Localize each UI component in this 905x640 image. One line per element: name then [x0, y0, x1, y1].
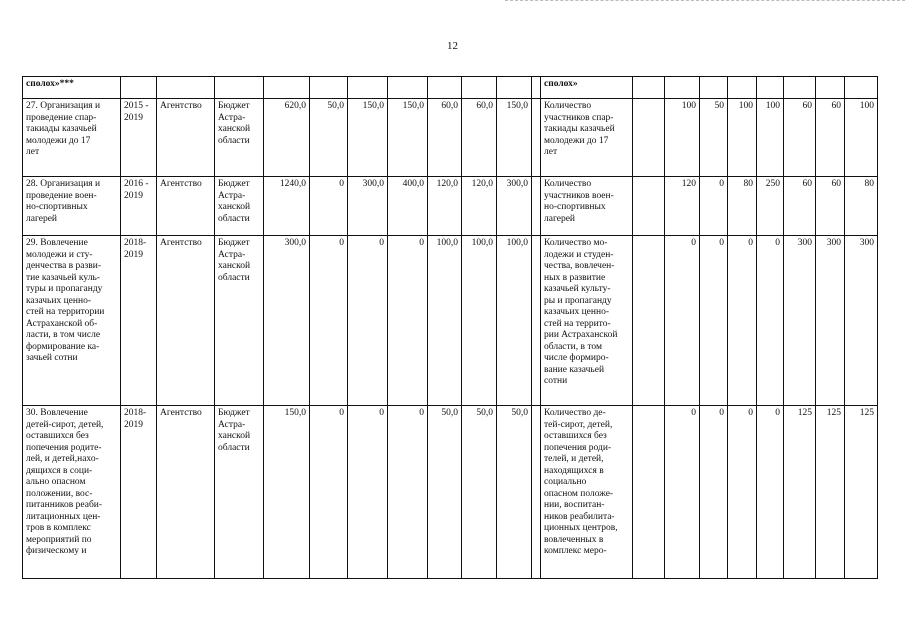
cell-value-1: 120 [665, 177, 700, 236]
cell-value-5: 60 [784, 177, 816, 236]
cell-value-4: 100 [757, 99, 784, 177]
cell-value-1: 0 [665, 236, 700, 406]
cell-value-6: 60 [816, 177, 845, 236]
cell-indicator: Количество участников спар- такиады казачьей молодежи до 17 лет [541, 99, 633, 177]
table-row [23, 236, 878, 406]
cell-indicator: Количество мо- лодежи и студен- чества, вовлечен- ных в развитие казачьей культу- ры и пропаганду казачьих ценно- стей на террито- рии Астраханской области, в том числе формиро- вание казачьей сотни [541, 236, 633, 406]
cell-name: сполох»*** [23, 77, 121, 99]
cell-value-7: 125 [845, 406, 878, 579]
cell-finance-2015: 0 [310, 406, 348, 579]
cell-finance-total: 620,0 [264, 99, 310, 177]
cell-value-4: 0 [757, 406, 784, 579]
cell-value-5: 60 [784, 99, 816, 177]
cell-finance-2018: 60,0 [428, 99, 462, 177]
cell-name: 28. Организация и проведение воен- но-спортивных лагерей [23, 177, 121, 236]
cell-finance-2020: 50,0 [497, 406, 532, 579]
cell-finance-2018: 50,0 [428, 406, 462, 579]
cell-name: 29. Вовлечение молодежи и сту- денчества в разви- тие казачьей куль- туры и пропаганду казачьих ценно- стей на территории Астраханской об- ласти, в том числе формирование ка- зачьей сотни [23, 236, 121, 406]
cell-finance-total: 300,0 [264, 236, 310, 406]
page-number: 12 [447, 40, 458, 52]
cell-value-2: 0 [700, 406, 728, 579]
program-table [22, 76, 878, 579]
cell-indicator: Количество де- тей-сирот, детей, оставшихся без попечения роди- телей, и детей, находящихся в социально опасном положе- нии, воспитан- ников реабилита- ционных центров, вовлеченных в комплекс меро- [541, 406, 633, 579]
cell-finance-2017: 0 [388, 406, 428, 579]
cell-finance-2018: 100,0 [428, 236, 462, 406]
cell-indicator: Количество участников воен- но-спортивных лагерей [541, 177, 633, 236]
cell-value-7: 80 [845, 177, 878, 236]
cell-executor: Агентство [157, 99, 215, 177]
cell-source: Бюджет Астра- ханской области [215, 406, 264, 579]
cell-finance-2015: 50,0 [310, 99, 348, 177]
cell-finance-2020: 100,0 [497, 236, 532, 406]
cell-value-6: 60 [816, 99, 845, 177]
cell-finance-2016: 0 [348, 406, 388, 579]
cell-finance-2015: 0 [310, 236, 348, 406]
cell-value-4: 250 [757, 177, 784, 236]
cell-finance-2020: 150,0 [497, 99, 532, 177]
cell-years: 2018- 2019 [121, 406, 157, 579]
cell-source: Бюджет Астра- ханской области [215, 177, 264, 236]
table-row [23, 177, 878, 236]
cell-value-5: 300 [784, 236, 816, 406]
table-row-continuation [23, 77, 878, 99]
cell-finance-2017: 150,0 [388, 99, 428, 177]
cell-finance-2018: 120,0 [428, 177, 462, 236]
cell-executor: Агентство [157, 406, 215, 579]
cell-value-4: 0 [757, 236, 784, 406]
cell-finance-2015: 0 [310, 177, 348, 236]
cell-finance-2016: 300,0 [348, 177, 388, 236]
cell-years: 2018- 2019 [121, 236, 157, 406]
cell-finance-2016: 150,0 [348, 99, 388, 177]
table-row [23, 406, 878, 579]
cell-finance-2020: 300,0 [497, 177, 532, 236]
cell-finance-2016: 0 [348, 236, 388, 406]
cell-executor: Агентство [157, 236, 215, 406]
cell-finance-2017: 0 [388, 236, 428, 406]
cell-value-7: 300 [845, 236, 878, 406]
cell-value-7: 100 [845, 99, 878, 177]
cell-value-3: 80 [728, 177, 757, 236]
cell-value-2: 50 [700, 99, 728, 177]
cell-value-6: 300 [816, 236, 845, 406]
cell-value-3: 0 [728, 406, 757, 579]
cell-finance-2019: 50,0 [462, 406, 497, 579]
cell-name: 30. Вовлечение детей-сирот, детей, оставшихся без попечения родите- лей, и детей,нахо- дящихся в соци- ально опасном положении, вос- питанников реаби- литационных цен- тров в комплекс мероприятий по физическому и [23, 406, 121, 579]
cell-value-6: 125 [816, 406, 845, 579]
cell-finance-2019: 120,0 [462, 177, 497, 236]
cell-value-2: 0 [700, 236, 728, 406]
cell-finance-2019: 60,0 [462, 99, 497, 177]
cell-executor: Агентство [157, 177, 215, 236]
cell-value-3: 100 [728, 99, 757, 177]
cell-years: 2015 - 2019 [121, 99, 157, 177]
cell-indicator: сполох» [541, 77, 633, 99]
cell-value-1: 0 [665, 406, 700, 579]
table-row [23, 99, 878, 177]
cell-source: Бюджет Астра- ханской области [215, 236, 264, 406]
cell-name: 27. Организация и проведение спар- такиады казачьей молодежи до 17 лет [23, 99, 121, 177]
top-scan-rule [505, 0, 905, 3]
cell-value-2: 0 [700, 177, 728, 236]
cell-finance-2017: 400,0 [388, 177, 428, 236]
cell-years: 2016 - 2019 [121, 177, 157, 236]
cell-finance-2019: 100,0 [462, 236, 497, 406]
cell-value-5: 125 [784, 406, 816, 579]
cell-finance-total: 1240,0 [264, 177, 310, 236]
cell-source: Бюджет Астра- ханской области [215, 99, 264, 177]
cell-value-1: 100 [665, 99, 700, 177]
cell-finance-total: 150,0 [264, 406, 310, 579]
cell-value-3: 0 [728, 236, 757, 406]
